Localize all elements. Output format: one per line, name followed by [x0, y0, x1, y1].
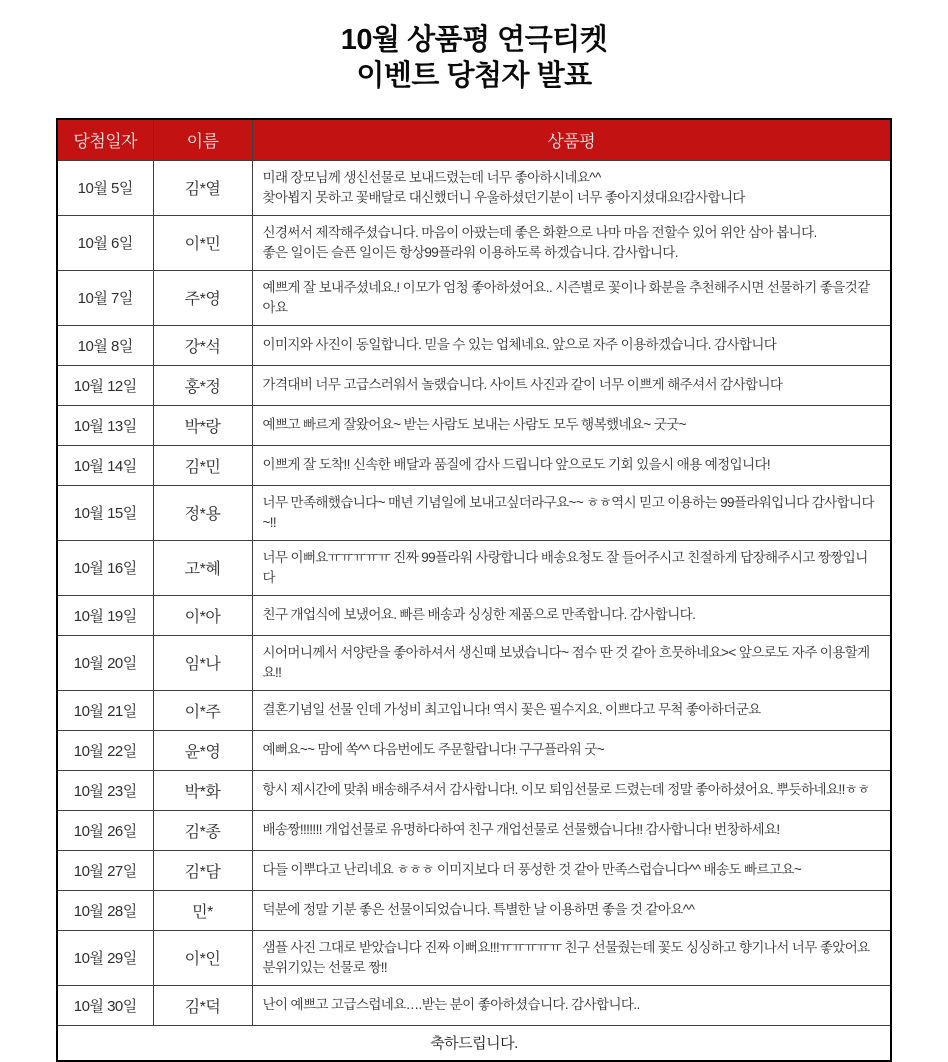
winner-name: 김*열: [153, 160, 252, 215]
table-row: [57, 405, 891, 445]
winner-date: 10월 20일: [57, 635, 153, 690]
winner-review: 예쁘고 빠르게 잘왔어요~ 받는 사람도 보내는 사람도 모두 행복했네요~ 굿굿~: [252, 405, 891, 445]
table-row: [57, 890, 891, 930]
winner-date: 10월 29일: [57, 930, 153, 985]
winner-review: 항시 제시간에 맞춰 배송해주셔서 감사합니다!. 이모 퇴임선물로 드렸는데 정말 좋아하셨어요. 뿌듯하네요!!ㅎㅎ: [252, 770, 891, 810]
winner-date: 10월 12일: [57, 365, 153, 405]
table-row: [57, 325, 891, 365]
table-row: [57, 770, 891, 810]
winner-date: 10월 23일: [57, 770, 153, 810]
column-header-date: 당첨일자: [57, 119, 153, 160]
table-row: [57, 485, 891, 540]
page-title-line2: 이벤트 당첨자 발표: [356, 60, 592, 92]
winner-date: 10월 30일: [57, 985, 153, 1025]
winner-name: 고*혜: [153, 540, 252, 595]
table-row: [57, 635, 891, 690]
winner-name: 박*화: [153, 770, 252, 810]
column-header-name: 이름: [153, 119, 252, 160]
winner-date: 10월 21일: [57, 690, 153, 730]
winner-name: 홍*정: [153, 365, 252, 405]
table-row: [57, 985, 891, 1025]
table-row: [57, 270, 891, 325]
winner-date: 10월 26일: [57, 810, 153, 850]
winner-review: 결혼기념일 선물 인데 가성비 최고입니다! 역시 꽃은 필수지요. 이쁘다고 무척 좋아하더군요: [252, 690, 891, 730]
winner-date: 10월 13일: [57, 405, 153, 445]
winner-date: 10월 16일: [57, 540, 153, 595]
winner-name: 이*인: [153, 930, 252, 985]
winner-name: 강*석: [153, 325, 252, 365]
winner-review: 친구 개업식에 보냈어요. 빠른 배송과 싱싱한 제품으로 만족합니다. 감사합니다.: [252, 595, 891, 635]
winner-name: 주*영: [153, 270, 252, 325]
winners-table: [56, 118, 892, 1062]
winner-name: 김*종: [153, 810, 252, 850]
winner-review: 신경써서 제작해주셨습니다. 마음이 아팠는데 좋은 화환으로 나마 마음 전할수 있어 위안 삼아 봅니다. 좋은 일이든 슬픈 일이든 항상99플라워 이용하도록 하겠습니다. 감사합니다.: [252, 215, 891, 270]
winner-review: 예뻐요~~ 맘에 쏙^^ 다음번에도 주문할랍니다! 구구플라워 굿~: [252, 730, 891, 770]
winner-review: 이미지와 사진이 동일합니다. 믿을 수 있는 업체네요. 앞으로 자주 이용하겠습니다. 감사합니다: [252, 325, 891, 365]
table-row: [57, 215, 891, 270]
winner-review: 시어머니께서 서양란을 좋아하셔서 생신때 보냈습니다~ 점수 딴 것 같아 흐뭇하네요>< 앞으로도 자주 이용할게요!!: [252, 635, 891, 690]
winner-date: 10월 7일: [57, 270, 153, 325]
page-title-line1: 10월 상품평 연극티켓: [340, 24, 608, 56]
winner-name: 윤*영: [153, 730, 252, 770]
winner-date: 10월 22일: [57, 730, 153, 770]
table-row: [57, 690, 891, 730]
table-header-row: [57, 119, 891, 160]
table-row: [57, 540, 891, 595]
winner-date: 10월 27일: [57, 850, 153, 890]
winner-name: 이*민: [153, 215, 252, 270]
table-footer-row: [57, 1025, 891, 1061]
winner-review: 난이 예쁘고 고급스럽네요….받는 분이 좋아하셨습니다. 감사합니다..: [252, 985, 891, 1025]
table-row: [57, 365, 891, 405]
winner-name: 김*담: [153, 850, 252, 890]
table-row: [57, 595, 891, 635]
winners-table-body: [57, 160, 891, 1025]
winner-date: 10월 8일: [57, 325, 153, 365]
table-row: [57, 850, 891, 890]
column-header-review: 상품평: [252, 119, 891, 160]
winner-review: 가격대비 너무 고급스러워서 놀랬습니다. 사이트 사진과 같이 너무 이쁘게 해주셔서 감사합니다: [252, 365, 891, 405]
winner-name: 이*아: [153, 595, 252, 635]
table-row: [57, 810, 891, 850]
winner-review: 너무 만족해했습니다~ 매년 기념일에 보내고싶더라구요~~ ㅎㅎ역시 믿고 이용하는 99플라워입니다 감사합니다~!!: [252, 485, 891, 540]
winner-name: 정*용: [153, 485, 252, 540]
congrats-message: 축하드립니다.: [57, 1025, 891, 1061]
winner-name: 민*: [153, 890, 252, 930]
winner-review: 미래 장모님께 생신선물로 보내드렸는데 너무 좋아하시네요^^ 찾아뵙지 못하고 꽃배달로 대신했더니 우울하셨던기분이 너무 좋아지셨대요!감사합니다: [252, 160, 891, 215]
table-row: [57, 445, 891, 485]
winner-date: 10월 6일: [57, 215, 153, 270]
winner-name: 임*나: [153, 635, 252, 690]
winner-review: 이쁘게 잘 도착!! 신속한 배달과 품질에 감사 드립니다 앞으로도 기회 있을시 애용 예정입니다!: [252, 445, 891, 485]
winner-review: 덕분에 정말 기분 좋은 선물이되었습니다. 특별한 날 이용하면 좋을 것 같아요^^: [252, 890, 891, 930]
winner-review: 배송짱!!!!!!! 개업선물로 유명하다하여 친구 개업선물로 선물했습니다!! 감사합니다! 번창하세요!: [252, 810, 891, 850]
winner-review: 다들 이뿌다고 난리네요 ㅎㅎㅎ 이미지보다 더 풍성한 것 같아 만족스럽습니다^^ 배송도 빠르고요~: [252, 850, 891, 890]
winner-date: 10월 15일: [57, 485, 153, 540]
table-row: [57, 730, 891, 770]
winner-review: 예쁘게 잘 보내주셨네요.! 이모가 엄청 좋아하셨어요.. 시즌별로 꽃이나 화분을 추천해주시면 선물하기 좋을것같아요: [252, 270, 891, 325]
winner-review: 샘플 사진 그대로 받았습니다 진짜 이뻐요!!!ㅠㅠㅠㅠㅠ 친구 선물줬는데 꽃도 싱싱하고 향기나서 너무 좋았어요 분위기있는 선물로 짱!!: [252, 930, 891, 985]
table-row: [57, 160, 891, 215]
table-row: [57, 930, 891, 985]
page-title: [0, 0, 948, 94]
winner-date: 10월 28일: [57, 890, 153, 930]
winner-name: 이*주: [153, 690, 252, 730]
winner-date: 10월 5일: [57, 160, 153, 215]
winner-date: 10월 19일: [57, 595, 153, 635]
winner-review: 너무 이뻐요ㅠㅠㅠㅠㅠ 진짜 99플라워 사랑합니다 배송요청도 잘 들어주시고 친절하게 답장해주시고 짱짱입니다: [252, 540, 891, 595]
winner-name: 김*덕: [153, 985, 252, 1025]
winner-name: 김*민: [153, 445, 252, 485]
winner-date: 10월 14일: [57, 445, 153, 485]
winner-name: 박*랑: [153, 405, 252, 445]
